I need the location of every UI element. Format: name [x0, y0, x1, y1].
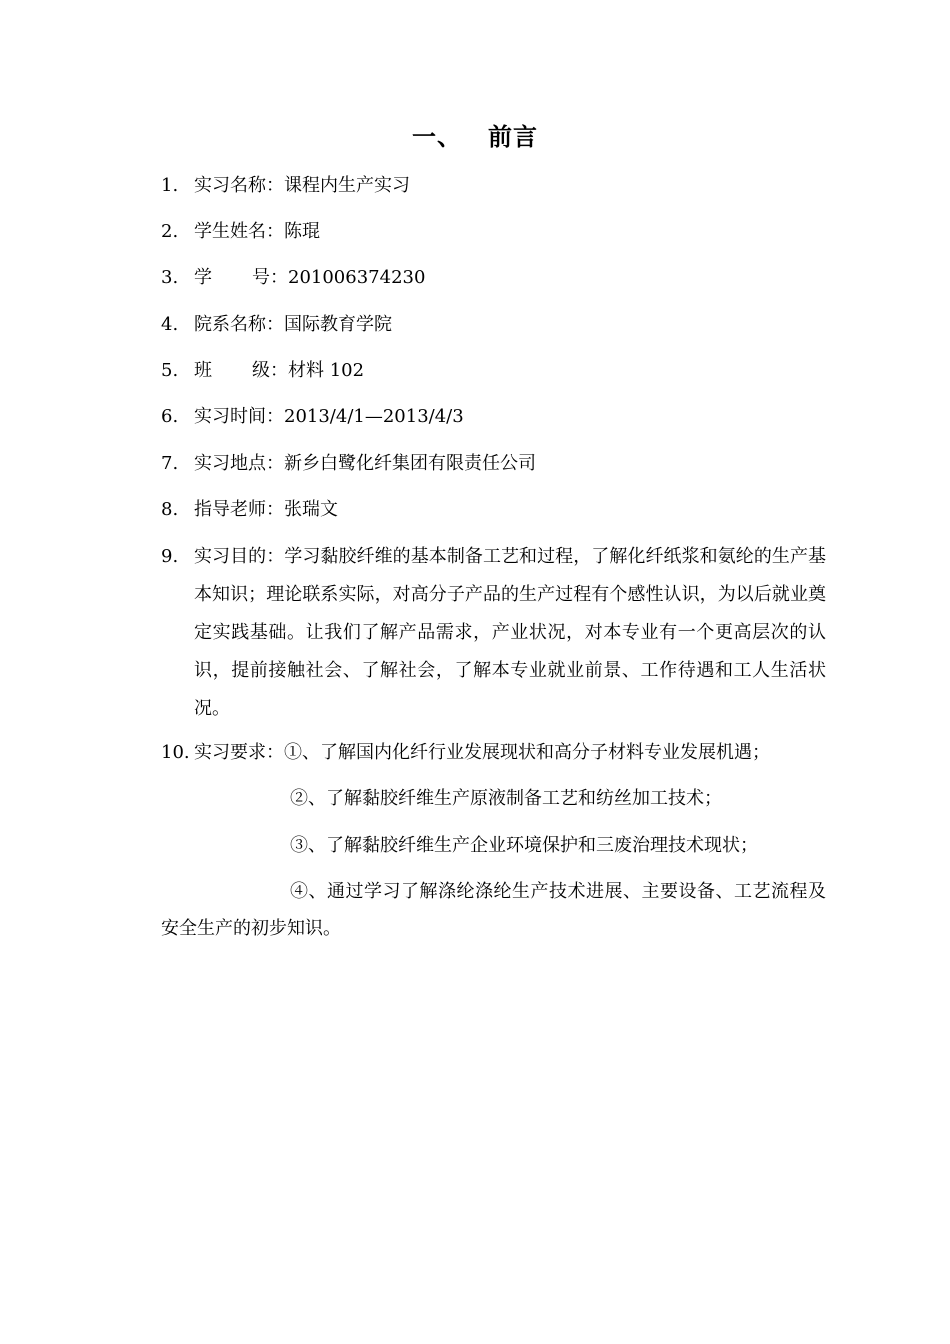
list-value: 新乡白鹭化纤集团有限责任公司 — [284, 453, 536, 474]
list-value: 陈琨 — [284, 221, 320, 242]
list-index: 5. — [161, 360, 179, 381]
list-index: 10. — [161, 742, 190, 763]
list-label-part2: 号： — [252, 267, 288, 288]
list-label: 实习时间： — [194, 406, 284, 427]
list-label: 实习地点： — [194, 453, 284, 474]
heading-number: 一、 — [412, 122, 462, 151]
purpose-text: 实习目的：学习黏胶纤维的基本制备工艺和过程，了解化纤纸浆和氨纶的生产基本知识；理论联系实际，对高分子产品的生产过程有个感性认识，为以后就业奠定实践基础。让我们了解产品需求，产业状况，对本专业有一个更高层次的认识，提前接触社会、了解社会，了解本专业就业前景、工作待遇和工人生活状况。 — [194, 546, 826, 719]
list-index: 3. — [161, 267, 179, 288]
requirement-1: ①、了解国内化纤行业发展现状和高分子材料专业发展机遇； — [284, 742, 770, 763]
list-label: 指导老师： — [194, 499, 284, 520]
list-label-part1: 班 — [194, 360, 212, 381]
list-index: 7. — [161, 453, 179, 474]
list-value: 材料 102 — [288, 360, 365, 381]
list-item-purpose — [161, 538, 826, 728]
requirement-4: ④、通过学习了解涤纶涤纶生产技术进展、主要设备、工艺流程及安全生产的初步知识。 — [161, 881, 826, 939]
list-label: 院系名称： — [194, 314, 284, 335]
list-value: 2013/4/1—2013/4/3 — [284, 406, 464, 427]
list-label: 实习名称： — [194, 175, 284, 196]
requirement-3-line — [290, 834, 758, 858]
list-label-part1: 学 — [194, 267, 212, 288]
list-value: 201006374230 — [288, 267, 426, 288]
heading-title: 前言 — [488, 122, 538, 151]
list-item-student-name — [161, 220, 320, 244]
section-heading — [0, 120, 950, 154]
list-index: 2. — [161, 221, 179, 242]
list-item-internship-name — [161, 174, 410, 198]
list-item-department — [161, 313, 392, 337]
requirement-2: ②、了解黏胶纤维生产原液制备工艺和纺丝加工技术； — [290, 788, 722, 809]
list-value: 课程内生产实习 — [284, 175, 410, 196]
requirement-3: ③、了解黏胶纤维生产企业环境保护和三废治理技术现状； — [290, 835, 758, 856]
list-index: 1. — [161, 175, 179, 196]
list-item-internship-time — [161, 405, 464, 429]
list-index: 9. — [161, 546, 179, 567]
list-item-student-id — [161, 266, 425, 290]
list-item-requirements — [161, 741, 770, 765]
list-label-part2: 级： — [252, 360, 288, 381]
list-value: 国际教育学院 — [284, 314, 392, 335]
list-label: 实习要求： — [194, 742, 284, 763]
list-item-class — [161, 359, 364, 383]
list-item-internship-location — [161, 452, 536, 476]
list-index: 6. — [161, 406, 179, 427]
list-index: 4. — [161, 314, 179, 335]
list-label: 学生姓名： — [194, 221, 284, 242]
requirement-2-line — [290, 787, 722, 811]
list-value: 张瑞文 — [284, 499, 338, 520]
list-item-supervisor — [161, 498, 338, 522]
list-index: 8. — [161, 499, 179, 520]
requirement-4-paragraph — [161, 873, 826, 947]
